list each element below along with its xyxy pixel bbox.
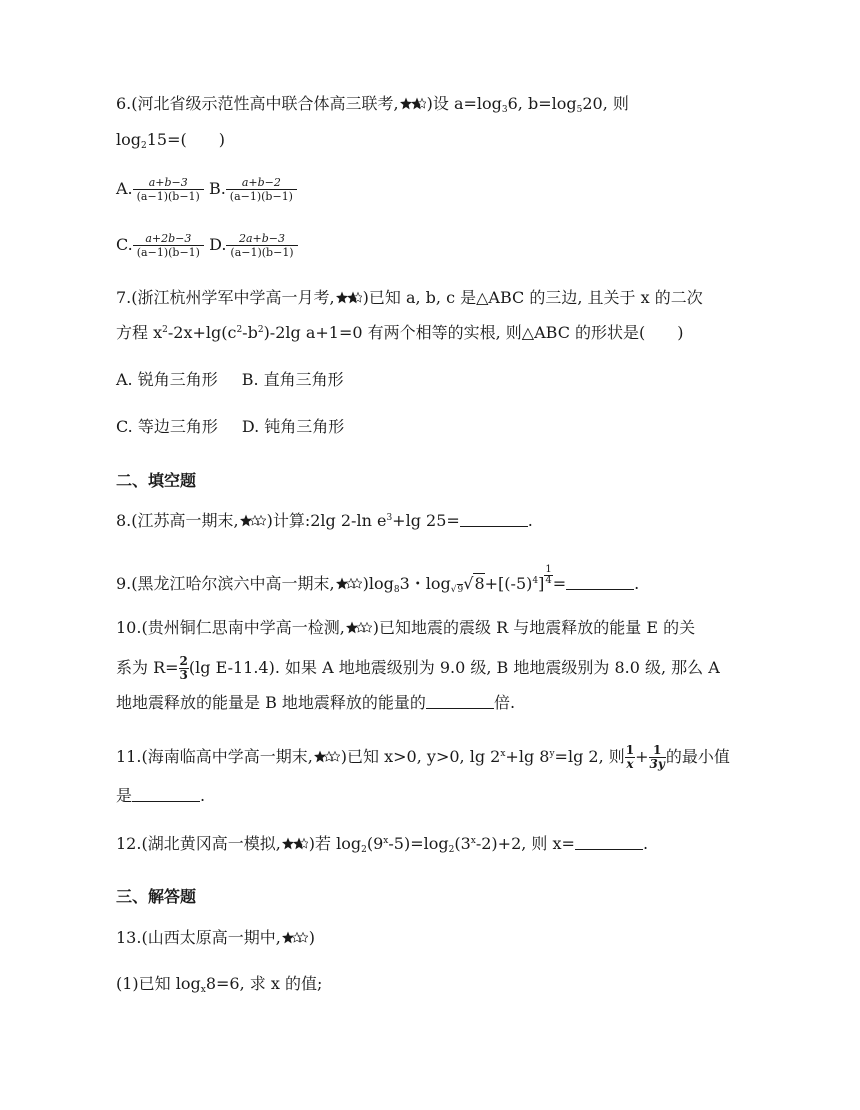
question-6-line-2 <box>116 129 225 151</box>
radicand: 8 <box>474 574 485 593</box>
superscript: 2 <box>236 325 243 335</box>
question-7-options-cd <box>116 416 344 438</box>
question-text: (lg E-11.4). 如果 A 地地震级别为 9.0 级, B 地地震级别为 8.0 级, 那么 A <box>188 658 720 677</box>
question-text: ) <box>308 928 316 947</box>
denominator: 3y <box>649 757 665 771</box>
difficulty-stars-icon <box>282 837 308 851</box>
question-6-line-1 <box>116 93 629 115</box>
plus-sign: + <box>635 747 649 766</box>
question-text: )已知 a, b, c 是△ABC 的三边, 且关于 x 的二次 <box>362 288 703 307</box>
question-text: )-2lg a+1=0 有两个相等的实根, 则△ABC 的形状是( ) <box>263 323 684 342</box>
question-13 <box>116 927 315 949</box>
question-6-options-ab <box>116 174 297 204</box>
numerator: 2a+b−3 <box>226 232 297 246</box>
question-text: )已知地震的震级 R 与地震释放的能量 E 的关 <box>372 618 696 637</box>
option-c-label: C. <box>116 235 133 254</box>
superscript: 3 <box>386 513 393 523</box>
answer-blank[interactable] <box>460 512 528 527</box>
question-7-line-1 <box>116 287 703 309</box>
question-text: 系为 R= <box>116 658 179 677</box>
question-text: = <box>552 574 567 593</box>
exponent-fraction <box>544 565 552 586</box>
option-c: C. 等边三角形 <box>116 417 218 436</box>
question-source: (黑龙江哈尔滨六中高一期末, <box>131 574 335 593</box>
option-a-label: A. <box>116 179 133 198</box>
question-source: (江苏高一期末, <box>131 511 239 530</box>
question-10-line-1 <box>116 617 695 639</box>
question-text: 倍. <box>493 693 516 712</box>
question-text: -2x+lg(c <box>167 323 237 342</box>
difficulty-stars-icon <box>346 621 372 635</box>
difficulty-stars-icon <box>400 97 426 111</box>
denominator: 4 <box>545 575 552 586</box>
question-source: (浙江杭州学军中学高一月考, <box>131 288 335 307</box>
option-b-label: B. <box>208 179 226 198</box>
question-text: -2)+2, 则 x= <box>475 834 575 853</box>
superscript: x <box>470 836 476 846</box>
subscript: 8 <box>393 585 400 595</box>
numerator: 1 <box>649 744 666 758</box>
fraction-1-over-x <box>625 744 635 771</box>
question-text: 6, b=log <box>507 94 577 113</box>
question-source: (海南临高中学高一期末, <box>141 747 313 766</box>
question-text: +lg 8 <box>505 747 550 766</box>
superscript: 2 <box>162 325 168 335</box>
subscript: 2 <box>448 845 455 855</box>
question-text: . <box>642 834 649 853</box>
question-7-line-2 <box>116 322 684 344</box>
option-d-label: D. <box>209 235 227 254</box>
question-source: (山西太原高一期中, <box>141 928 281 947</box>
denominator: (a−1)(b−1) <box>136 190 200 203</box>
question-text: 是 <box>116 786 133 805</box>
question-text: 8=6, 求 x 的值; <box>205 974 323 993</box>
question-text: =lg 2, 则 <box>554 747 625 766</box>
radical-sign: √ <box>463 574 474 593</box>
numerator: 1 <box>625 743 635 757</box>
question-text: log <box>116 130 141 149</box>
question-text: 的最小值 <box>665 747 730 766</box>
numerator: a+2b−3 <box>133 232 204 246</box>
denominator: (a−1)(b−1) <box>230 246 294 259</box>
question-text: 方程 x <box>116 323 163 342</box>
superscript: y <box>549 749 555 759</box>
question-8 <box>116 510 533 532</box>
radicand: 9 <box>457 585 464 595</box>
question-text: (1)已知 log <box>116 974 201 993</box>
option-c-fraction <box>133 232 204 259</box>
subscript-root: √9 <box>450 585 464 595</box>
answer-blank[interactable] <box>575 835 643 850</box>
question-number: 8. <box>116 511 132 530</box>
question-number: 12. <box>116 834 142 853</box>
question-text: -5)=log <box>388 834 449 853</box>
subscript: 2 <box>361 845 367 855</box>
superscript: 4 <box>532 576 539 586</box>
section-heading-solutions: 三、解答题 <box>116 887 197 906</box>
answer-blank[interactable] <box>426 694 494 709</box>
question-source: (贵州铜仁思南中学高一检测, <box>141 618 345 637</box>
denominator: 3 <box>179 668 188 682</box>
question-text: (3 <box>454 834 471 853</box>
question-text: . <box>200 786 206 805</box>
question-text: +[(-5) <box>484 574 533 593</box>
question-11-line-2 <box>116 785 205 807</box>
question-11-line-1 <box>116 742 730 772</box>
difficulty-stars-icon <box>314 750 340 764</box>
question-number: 13. <box>116 928 142 947</box>
question-number: 10. <box>116 618 142 637</box>
question-9 <box>116 565 639 595</box>
answer-blank[interactable] <box>132 787 200 802</box>
denominator: (a−1)(b−1) <box>229 190 293 203</box>
option-d: D. 钝角三角形 <box>241 417 345 436</box>
question-number: 9. <box>116 574 132 593</box>
option-b-fraction <box>226 176 297 203</box>
difficulty-stars-icon <box>282 931 308 945</box>
superscript: x <box>500 749 506 759</box>
question-source: (河北省级示范性高中联合体高三联考, <box>131 94 399 113</box>
answer-blank[interactable] <box>566 575 634 590</box>
section-heading-fill-in: 二、填空题 <box>116 471 197 490</box>
superscript: x <box>383 836 389 846</box>
denominator: x <box>626 757 634 771</box>
question-text: ] <box>538 574 545 593</box>
denominator: (a−1)(b−1) <box>136 246 200 259</box>
fraction-1-over-3y <box>649 744 666 771</box>
question-text: 20, 则 <box>582 94 629 113</box>
fraction <box>179 655 189 682</box>
subscript: x <box>200 985 206 995</box>
question-text: 3・log <box>399 574 451 593</box>
numerator: 2 <box>179 654 188 668</box>
question-number: 6. <box>116 94 132 113</box>
difficulty-stars-icon <box>336 291 362 305</box>
question-text: )已知 x>0, y>0, lg 2 <box>340 747 501 766</box>
question-text: )设 a=log <box>426 94 502 113</box>
question-6-options-cd <box>116 230 298 260</box>
subscript: 3 <box>501 105 508 115</box>
numerator: 1 <box>545 564 552 575</box>
question-text: . <box>527 511 533 530</box>
option-a: A. 锐角三角形 <box>116 370 218 389</box>
question-text: 15=( ) <box>146 130 225 149</box>
question-text: )log <box>362 574 394 593</box>
question-number: 7. <box>116 288 132 307</box>
option-d-fraction <box>226 232 297 259</box>
question-text: )计算:2lg 2-ln e <box>266 511 387 530</box>
question-text: -b <box>242 323 258 342</box>
option-a-fraction <box>133 176 204 203</box>
subscript: 2 <box>141 141 147 151</box>
subscript: 5 <box>576 105 583 115</box>
question-text: )若 log <box>308 834 362 853</box>
question-13-part-1 <box>116 973 322 995</box>
question-7-options-ab <box>116 369 344 391</box>
question-10-line-2 <box>116 653 720 683</box>
superscript: 2 <box>257 325 264 335</box>
question-12 <box>116 833 648 855</box>
question-10-line-3 <box>116 692 515 714</box>
numerator: a+b−3 <box>133 176 204 190</box>
numerator: a+b−2 <box>226 176 297 190</box>
question-text: . <box>634 574 640 593</box>
question-text: +lg 25= <box>392 511 460 530</box>
question-text: (9 <box>366 834 384 853</box>
question-number: 11. <box>116 747 142 766</box>
option-b: B. 直角三角形 <box>241 370 344 389</box>
difficulty-stars-icon <box>240 514 266 528</box>
question-text: 地地震释放的能量是 B 地地震释放的能量的 <box>116 693 426 712</box>
difficulty-stars-icon <box>336 577 362 591</box>
question-source: (湖北黄冈高一模拟, <box>141 834 281 853</box>
